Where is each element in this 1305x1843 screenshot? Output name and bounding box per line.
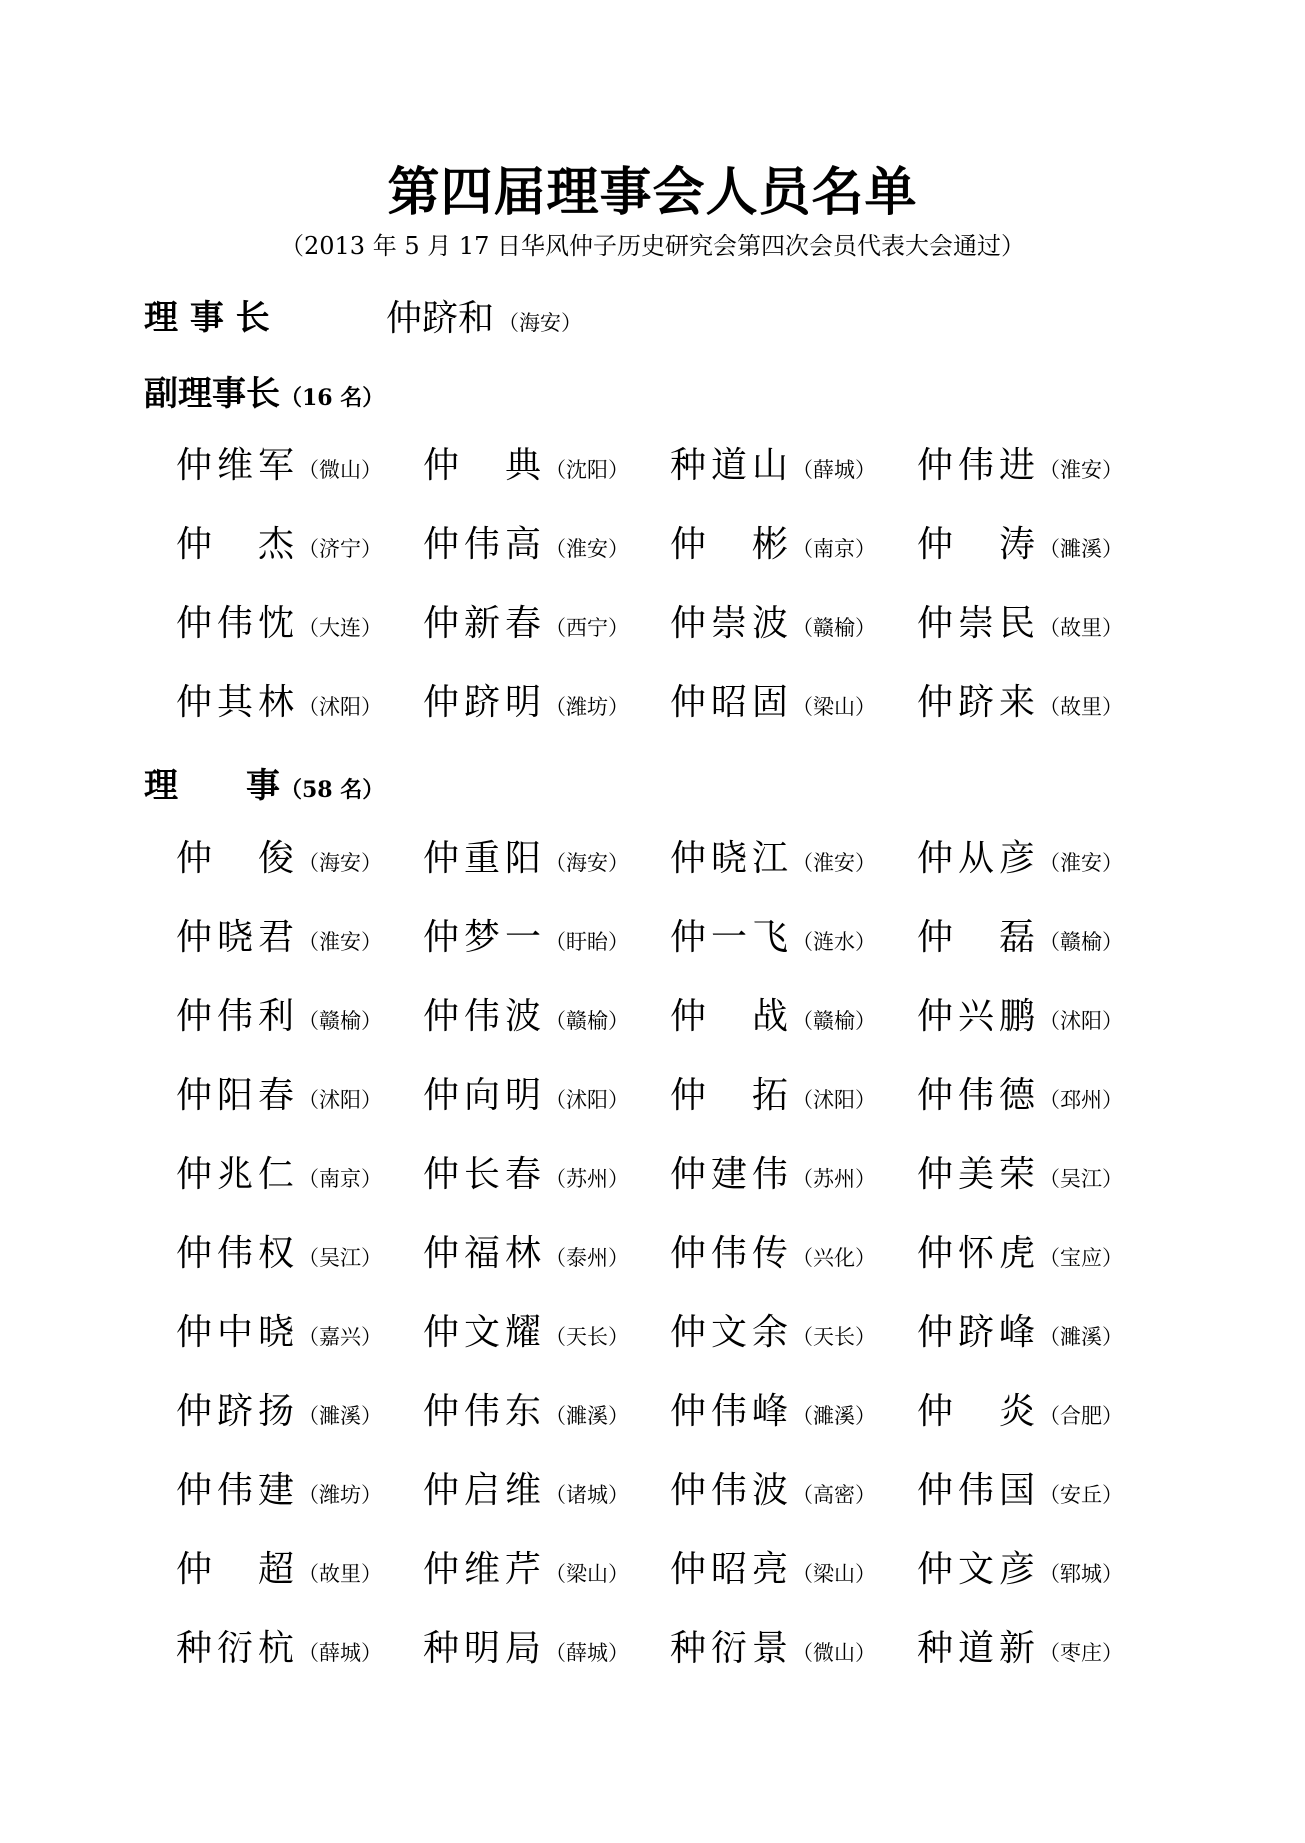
member-name: 仲一飞 bbox=[670, 917, 788, 958]
member-region: （沭阳） bbox=[792, 1088, 876, 1112]
member-region: （诸城） bbox=[545, 1483, 629, 1507]
member-name: 仲伟国 bbox=[917, 1470, 1035, 1511]
member-region: （南京） bbox=[298, 1167, 382, 1191]
member-region: （沈阳） bbox=[545, 458, 629, 482]
member-entry bbox=[176, 997, 423, 1076]
member-name: 仲跻来 bbox=[917, 682, 1035, 723]
member-region: （兴化） bbox=[792, 1246, 876, 1270]
member-entry bbox=[917, 839, 1164, 918]
member-name: 仲新春 bbox=[423, 603, 541, 644]
member-region: （梁山） bbox=[545, 1562, 629, 1586]
member-row bbox=[176, 1155, 1176, 1234]
directors-label: 理 事 bbox=[144, 766, 280, 806]
member-name: 仲兴鹏 bbox=[917, 996, 1035, 1037]
member-name: 仲崇民 bbox=[917, 603, 1035, 644]
member-entry bbox=[670, 1629, 917, 1708]
member-region: （泰州） bbox=[545, 1246, 629, 1270]
member-name: 仲阳春 bbox=[176, 1075, 294, 1116]
member-entry bbox=[423, 1392, 670, 1471]
member-row bbox=[176, 446, 1176, 525]
member-name: 仲文余 bbox=[670, 1312, 788, 1353]
member-entry bbox=[176, 839, 423, 918]
member-entry bbox=[176, 1313, 423, 1392]
member-entry bbox=[670, 1550, 917, 1629]
member-entry bbox=[917, 1471, 1164, 1550]
directors-list bbox=[176, 839, 1176, 1708]
member-entry bbox=[670, 918, 917, 997]
member-entry bbox=[176, 1076, 423, 1155]
directors-heading bbox=[144, 758, 384, 807]
member-entry bbox=[670, 683, 917, 762]
member-entry bbox=[423, 1234, 670, 1313]
member-region: （枣庄） bbox=[1039, 1641, 1123, 1665]
member-name: 仲长春 bbox=[423, 1154, 541, 1195]
member-region: （沭阳） bbox=[545, 1088, 629, 1112]
chairman-label: 理 事 长 bbox=[144, 298, 270, 338]
vice-list bbox=[176, 446, 1176, 762]
member-name: 种道山 bbox=[670, 445, 788, 486]
member-name: 仲兆仁 bbox=[176, 1154, 294, 1195]
member-region: （淮安） bbox=[545, 537, 629, 561]
member-region: （淮安） bbox=[298, 930, 382, 954]
member-region: （海安） bbox=[545, 851, 629, 875]
member-entry bbox=[670, 525, 917, 604]
member-name: 仲伟忱 bbox=[176, 603, 294, 644]
member-name: 种衍杭 bbox=[176, 1628, 294, 1669]
member-region: （涟水） bbox=[792, 930, 876, 954]
member-row bbox=[176, 1392, 1176, 1471]
member-entry bbox=[423, 918, 670, 997]
member-name: 仲跻扬 bbox=[176, 1391, 294, 1432]
member-region: （天长） bbox=[545, 1325, 629, 1349]
member-row bbox=[176, 525, 1176, 604]
member-entry bbox=[423, 1155, 670, 1234]
member-entry bbox=[423, 997, 670, 1076]
member-entry bbox=[917, 604, 1164, 683]
chairman-heading bbox=[144, 290, 270, 339]
member-name: 仲文耀 bbox=[423, 1312, 541, 1353]
member-name: 仲 拓 bbox=[670, 1075, 788, 1116]
member-region: （濉溪） bbox=[792, 1404, 876, 1428]
member-region: （潍坊） bbox=[545, 695, 629, 719]
member-name: 仲从彦 bbox=[917, 838, 1035, 879]
member-region: （邳州） bbox=[1039, 1088, 1123, 1112]
member-region: （高密） bbox=[792, 1483, 876, 1507]
member-name: 仲 超 bbox=[176, 1549, 294, 1590]
member-name: 仲美荣 bbox=[917, 1154, 1035, 1195]
member-name: 仲晓君 bbox=[176, 917, 294, 958]
member-region: （郓城） bbox=[1039, 1562, 1123, 1586]
member-entry bbox=[176, 1629, 423, 1708]
member-region: （吴江） bbox=[1039, 1167, 1123, 1191]
member-name: 仲跻明 bbox=[423, 682, 541, 723]
vice-label: 副理事长 bbox=[144, 374, 280, 414]
member-region: （赣榆） bbox=[792, 616, 876, 640]
member-entry bbox=[423, 1313, 670, 1392]
member-row bbox=[176, 1550, 1176, 1629]
member-region: （安丘） bbox=[1039, 1483, 1123, 1507]
member-row bbox=[176, 604, 1176, 683]
member-region: （苏州） bbox=[792, 1167, 876, 1191]
member-entry bbox=[176, 525, 423, 604]
member-entry bbox=[423, 604, 670, 683]
member-region: （微山） bbox=[792, 1641, 876, 1665]
member-entry bbox=[423, 1550, 670, 1629]
member-row bbox=[176, 1076, 1176, 1155]
member-name: 仲伟建 bbox=[176, 1470, 294, 1511]
member-name: 仲 战 bbox=[670, 996, 788, 1037]
member-region: （沭阳） bbox=[298, 1088, 382, 1112]
member-name: 仲重阳 bbox=[423, 838, 541, 879]
page-title: 第四届理事会人员名单 bbox=[387, 162, 918, 223]
member-entry bbox=[176, 683, 423, 762]
member-entry bbox=[670, 1471, 917, 1550]
member-region: （天长） bbox=[792, 1325, 876, 1349]
member-region: （吴江） bbox=[298, 1246, 382, 1270]
member-name: 仲伟利 bbox=[176, 996, 294, 1037]
member-name: 仲文彦 bbox=[917, 1549, 1035, 1590]
member-entry bbox=[423, 1629, 670, 1708]
member-entry bbox=[423, 839, 670, 918]
member-region: （薛城） bbox=[792, 458, 876, 482]
member-region: （薛城） bbox=[298, 1641, 382, 1665]
member-entry bbox=[423, 525, 670, 604]
member-name: 仲 彬 bbox=[670, 524, 788, 565]
member-region: （沭阳） bbox=[1039, 1009, 1123, 1033]
member-entry bbox=[917, 1234, 1164, 1313]
member-region: （大连） bbox=[298, 616, 382, 640]
member-entry bbox=[176, 1155, 423, 1234]
member-region: （濉溪） bbox=[1039, 537, 1123, 561]
member-entry bbox=[670, 1313, 917, 1392]
member-entry bbox=[917, 1076, 1164, 1155]
member-entry bbox=[670, 1392, 917, 1471]
member-name: 种道新 bbox=[917, 1628, 1035, 1669]
member-entry bbox=[917, 1313, 1164, 1392]
member-name: 仲崇波 bbox=[670, 603, 788, 644]
member-region: （潍坊） bbox=[298, 1483, 382, 1507]
member-region: （海安） bbox=[298, 851, 382, 875]
member-region: （梁山） bbox=[792, 695, 876, 719]
member-region: （淮安） bbox=[792, 851, 876, 875]
member-row bbox=[176, 1313, 1176, 1392]
member-row bbox=[176, 918, 1176, 997]
member-entry bbox=[176, 446, 423, 525]
member-entry bbox=[176, 918, 423, 997]
chairman-region: （海安） bbox=[498, 311, 583, 335]
member-region: （赣榆） bbox=[1039, 930, 1123, 954]
member-region: （梁山） bbox=[792, 1562, 876, 1586]
chairman-name: 仲跻和 bbox=[386, 298, 495, 339]
member-region: （苏州） bbox=[545, 1167, 629, 1191]
member-region: （微山） bbox=[298, 458, 382, 482]
member-name: 仲福林 bbox=[423, 1233, 541, 1274]
member-row bbox=[176, 839, 1176, 918]
member-region: （淮安） bbox=[1039, 458, 1123, 482]
member-entry bbox=[670, 1155, 917, 1234]
member-region: （嘉兴） bbox=[298, 1325, 382, 1349]
member-name: 仲伟进 bbox=[917, 445, 1035, 486]
member-name: 种明局 bbox=[423, 1628, 541, 1669]
member-entry bbox=[423, 446, 670, 525]
directors-count: （58 名） bbox=[280, 777, 385, 803]
member-entry bbox=[917, 525, 1164, 604]
subtitle: （2013 年 5 月 17 日华风仲子历史研究会第四次会员代表大会通过） bbox=[279, 232, 1026, 260]
member-name: 仲 杰 bbox=[176, 524, 294, 565]
member-name: 仲中晓 bbox=[176, 1312, 294, 1353]
member-name: 仲跻峰 bbox=[917, 1312, 1035, 1353]
member-name: 仲怀虎 bbox=[917, 1233, 1035, 1274]
member-entry bbox=[176, 1234, 423, 1313]
member-region: （合肥） bbox=[1039, 1404, 1123, 1428]
member-entry bbox=[423, 1471, 670, 1550]
member-name: 仲向明 bbox=[423, 1075, 541, 1116]
member-entry bbox=[423, 683, 670, 762]
member-name: 仲维军 bbox=[176, 445, 294, 486]
member-row bbox=[176, 997, 1176, 1076]
member-name: 仲维芹 bbox=[423, 1549, 541, 1590]
member-name: 仲伟德 bbox=[917, 1075, 1035, 1116]
member-entry bbox=[176, 1550, 423, 1629]
member-entry bbox=[917, 1550, 1164, 1629]
member-region: （故里） bbox=[1039, 616, 1123, 640]
member-region: （南京） bbox=[792, 537, 876, 561]
member-region: （赣榆） bbox=[792, 1009, 876, 1033]
vice-heading bbox=[144, 366, 384, 415]
member-entry bbox=[670, 1234, 917, 1313]
vice-count: （16 名） bbox=[280, 385, 385, 411]
member-name: 仲 俊 bbox=[176, 838, 294, 879]
member-name: 仲晓江 bbox=[670, 838, 788, 879]
member-name: 仲昭亮 bbox=[670, 1549, 788, 1590]
member-name: 仲启维 bbox=[423, 1470, 541, 1511]
member-region: （故里） bbox=[1039, 695, 1123, 719]
member-region: （赣榆） bbox=[298, 1009, 382, 1033]
member-entry bbox=[176, 1471, 423, 1550]
member-region: （济宁） bbox=[298, 537, 382, 561]
member-entry bbox=[670, 446, 917, 525]
member-region: （赣榆） bbox=[545, 1009, 629, 1033]
member-name: 仲伟波 bbox=[423, 996, 541, 1037]
member-entry bbox=[670, 1076, 917, 1155]
member-name: 仲伟东 bbox=[423, 1391, 541, 1432]
member-row bbox=[176, 1471, 1176, 1550]
member-name: 仲伟传 bbox=[670, 1233, 788, 1274]
member-entry bbox=[176, 1392, 423, 1471]
member-name: 仲建伟 bbox=[670, 1154, 788, 1195]
member-region: （濉溪） bbox=[298, 1404, 382, 1428]
member-name: 仲伟波 bbox=[670, 1470, 788, 1511]
member-region: （故里） bbox=[298, 1562, 382, 1586]
member-entry bbox=[917, 446, 1164, 525]
member-entry bbox=[917, 1629, 1164, 1708]
member-row bbox=[176, 683, 1176, 762]
member-entry bbox=[917, 1155, 1164, 1234]
member-region: （沭阳） bbox=[298, 695, 382, 719]
member-name: 仲 典 bbox=[423, 445, 541, 486]
member-name: 仲梦一 bbox=[423, 917, 541, 958]
member-entry bbox=[917, 1392, 1164, 1471]
member-name: 仲昭固 bbox=[670, 682, 788, 723]
chairman-entry bbox=[386, 290, 582, 341]
member-entry bbox=[670, 839, 917, 918]
member-name: 仲 磊 bbox=[917, 917, 1035, 958]
member-region: （宝应） bbox=[1039, 1246, 1123, 1270]
member-region: （西宁） bbox=[545, 616, 629, 640]
member-entry bbox=[917, 918, 1164, 997]
member-region: （濉溪） bbox=[1039, 1325, 1123, 1349]
member-name: 仲 炎 bbox=[917, 1391, 1035, 1432]
member-region: （薛城） bbox=[545, 1641, 629, 1665]
member-region: （濉溪） bbox=[545, 1404, 629, 1428]
member-region: （盱眙） bbox=[545, 930, 629, 954]
member-entry bbox=[670, 997, 917, 1076]
member-entry bbox=[423, 1076, 670, 1155]
member-row bbox=[176, 1629, 1176, 1708]
member-name: 仲 涛 bbox=[917, 524, 1035, 565]
member-entry bbox=[670, 604, 917, 683]
member-entry bbox=[176, 604, 423, 683]
member-region: （淮安） bbox=[1039, 851, 1123, 875]
member-row bbox=[176, 1234, 1176, 1313]
member-entry bbox=[917, 997, 1164, 1076]
member-name: 种衍景 bbox=[670, 1628, 788, 1669]
member-name: 仲伟高 bbox=[423, 524, 541, 565]
member-entry bbox=[917, 683, 1164, 762]
member-name: 仲其林 bbox=[176, 682, 294, 723]
member-name: 仲伟权 bbox=[176, 1233, 294, 1274]
member-name: 仲伟峰 bbox=[670, 1391, 788, 1432]
